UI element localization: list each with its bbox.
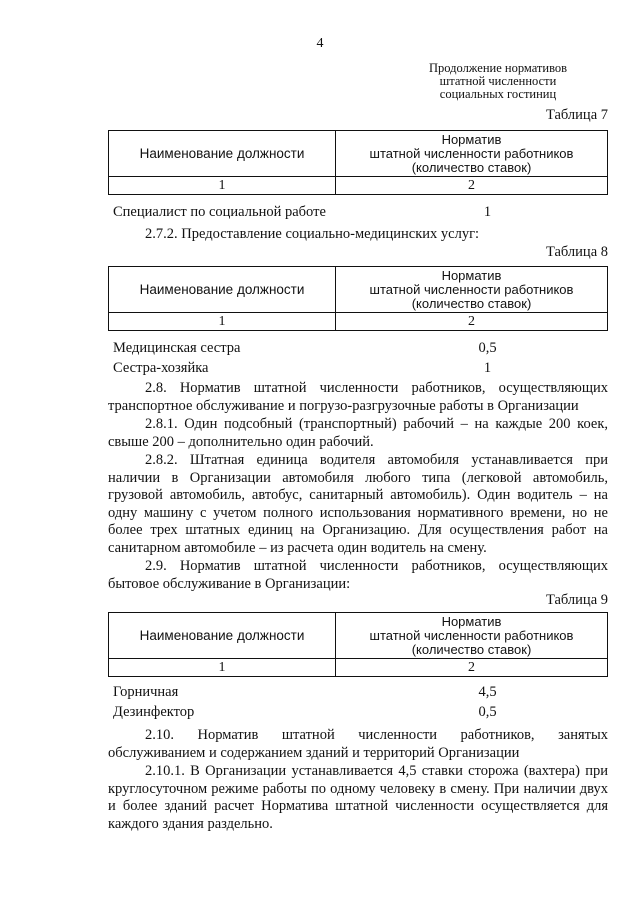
section-text: 2.8. Норматив штатной численности работников, осуществляющих транспортное обслуживание и погрузо-разгрузочные работы в Организации — [108, 380, 608, 414]
position-name: Горничная — [113, 684, 179, 700]
position-value: 0,5 — [478, 340, 497, 356]
section-2-9 — [108, 558, 608, 593]
section-2-8-1 — [108, 416, 608, 451]
header-norm-line: Норматив — [441, 131, 502, 147]
table7 — [108, 130, 608, 195]
section-2-10 — [108, 727, 608, 762]
section-text: 2.7.2. Предоставление социально-медицинских услуг: — [145, 226, 480, 242]
header-norm-line: (количество ставок) — [411, 159, 532, 175]
table8-col-number: 2 — [336, 313, 608, 331]
header-norm-line: Норматив — [441, 267, 502, 283]
table8-header-name: Наименование должности — [109, 267, 336, 313]
table7-header-name: Наименование должности — [109, 131, 336, 177]
section-text: 2.10.1. В Организации устанавливается 4,5 ставки сторожа (вахтера) при круглосуточном режиме работы по одному человеку в смену. При наличии двух и более зданий расчет Норматива штатной численности осуществляется для каждого здания раздельно. — [108, 763, 608, 832]
table7-col-number: 1 — [109, 177, 336, 195]
position-value: 0,5 — [478, 704, 497, 720]
running-header-line: Продолжение нормативов — [428, 61, 568, 75]
section-text: 2.9. Норматив штатной численности работников, осуществляющих бытовое обслуживание в Организации: — [108, 558, 608, 592]
section-text: 2.10. Норматив штатной численности работников, занятых обслуживанием и содержанием зданий и территорий Организации — [108, 727, 608, 761]
header-norm-line: штатной численности работников — [369, 627, 574, 643]
header-norm-line: штатной численности работников — [369, 281, 574, 297]
table7-header-norm — [336, 131, 608, 177]
header-norm-line: штатной численности работников — [369, 145, 574, 161]
position-name: Дезинфектор — [113, 704, 195, 720]
table9-col-number: 1 — [109, 659, 336, 677]
page-number: 4 — [316, 36, 324, 51]
position-name: Специалист по социальной работе — [113, 204, 326, 220]
position-value: 1 — [483, 204, 492, 220]
table9-label: Таблица 9 — [545, 592, 608, 608]
position-name: Сестра-хозяйка — [113, 360, 209, 376]
running-header-line: штатной численности — [439, 74, 557, 88]
section-text: 2.8.1. Один подсобный (транспортный) рабочий – на каждые 200 коек, свыше 200 – дополнительно один рабочий. — [108, 416, 608, 450]
section-2-8 — [108, 380, 608, 415]
running-header — [388, 62, 608, 101]
table9-col-number: 2 — [336, 659, 608, 677]
position-name: Медицинская сестра — [113, 340, 241, 356]
table7-label: Таблица 7 — [545, 107, 608, 123]
section-2-7-2 — [108, 226, 608, 244]
header-norm-line: (количество ставок) — [411, 641, 532, 657]
table8-label: Таблица 8 — [545, 244, 608, 260]
section-2-8-2 — [108, 452, 608, 557]
table9-header-norm — [336, 613, 608, 659]
header-norm-line: Норматив — [441, 613, 502, 629]
running-header-line: социальных гостиниц — [439, 87, 557, 101]
table9 — [108, 612, 608, 677]
position-value: 1 — [483, 360, 492, 376]
position-value: 4,5 — [478, 684, 497, 700]
table9-header-name: Наименование должности — [109, 613, 336, 659]
section-2-10-1 — [108, 763, 608, 833]
table8-col-number: 1 — [109, 313, 336, 331]
table8 — [108, 266, 608, 331]
table7-col-number: 2 — [336, 177, 608, 195]
header-norm-line: (количество ставок) — [411, 295, 532, 311]
table8-header-norm — [336, 267, 608, 313]
section-text: 2.8.2. Штатная единица водителя автомобиля устанавливается при наличии в Организации автомобиля любого типа (легковой автомобиль, грузовой автомобиль, автобус, санитарный автомобиль). Один водитель – на одну машину с учетом полного использования нормативного времени, но не более трех штатных единиц на Организацию. Для осуществления работ на санитарном автомобиле – из расчета один водитель на смену. — [108, 452, 608, 556]
